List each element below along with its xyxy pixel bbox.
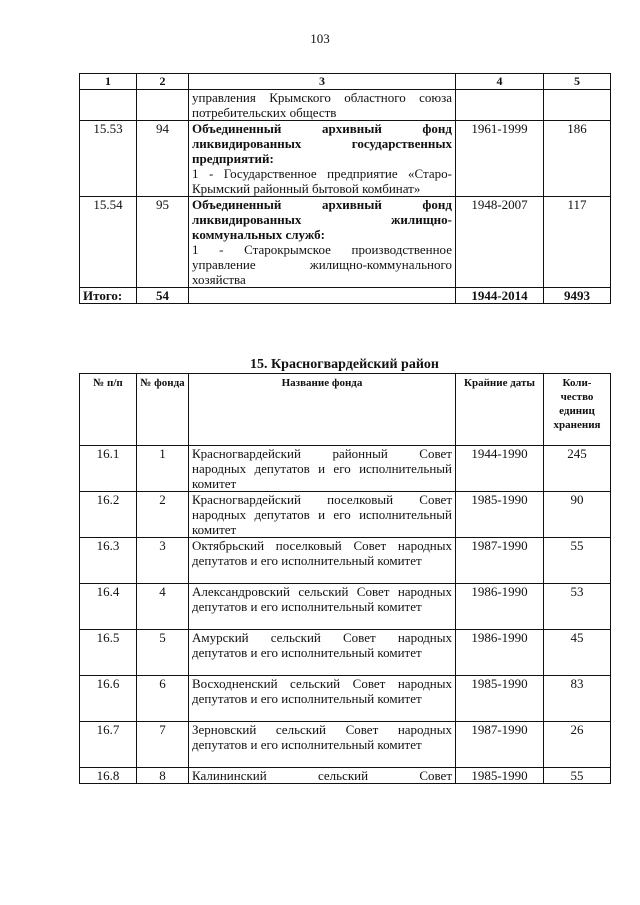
unit-count: 90 [544, 492, 611, 538]
fond-name: Красногвардейский районный Совет народных депутатов и его исполнительный комитет [189, 446, 456, 492]
total-row [80, 288, 611, 304]
fond-name: Калининский сельский Совет [189, 768, 456, 784]
date-range: 1987-1990 [456, 722, 544, 768]
unit-count [544, 90, 611, 121]
page-number: 103 [310, 31, 330, 46]
fond-name-text: 1 - Государственное предприятие «Старо-Крымский районный бытовой комбинат» [192, 166, 452, 196]
table-row [80, 768, 611, 784]
fond-name [189, 121, 456, 197]
fond-number: 95 [137, 197, 189, 288]
row-number: 16.3 [80, 538, 137, 584]
row-number: 15.54 [80, 197, 137, 288]
date-range: 1987-1990 [456, 538, 544, 584]
fond-name: Александровский сельский Совет народных депутатов и его исполнительный комитет [189, 584, 456, 630]
unit-count: 186 [544, 121, 611, 197]
header-fond-number: № фонда [137, 374, 189, 446]
date-range [456, 90, 544, 121]
total-unit-count: 9493 [544, 288, 611, 304]
fond-number [137, 90, 189, 121]
table-row [80, 676, 611, 722]
date-range: 1944-1990 [456, 446, 544, 492]
fond-name [189, 90, 456, 121]
col-number-3: 3 [189, 74, 456, 90]
date-range: 1986-1990 [456, 630, 544, 676]
date-range: 1985-1990 [456, 492, 544, 538]
date-range: 1948-2007 [456, 197, 544, 288]
fond-name-bold: Объединенный архивный фонд ликвидированных государственных предприятий: [192, 121, 452, 166]
fond-name: Красногвардейский поселковый Совет народных депутатов и его исполнительный комитет [189, 492, 456, 538]
total-date-range: 1944-2014 [456, 288, 544, 304]
table-row [80, 538, 611, 584]
table-row [80, 121, 611, 197]
table-row [80, 90, 611, 121]
fond-name-text: управления Крымского областного союза потребительских обществ [192, 90, 452, 120]
row-number: 16.7 [80, 722, 137, 768]
fond-number: 94 [137, 121, 189, 197]
row-number: 16.6 [80, 676, 137, 722]
table-row [80, 197, 611, 288]
row-number: 16.4 [80, 584, 137, 630]
row-number: 16.2 [80, 492, 137, 538]
fond-number: 8 [137, 768, 189, 784]
row-number [80, 90, 137, 121]
header-date-range: Крайние даты [456, 374, 544, 446]
table-row [80, 446, 611, 492]
header-row-number: № п/п [80, 374, 137, 446]
fond-number: 7 [137, 722, 189, 768]
table-row [80, 584, 611, 630]
unit-count: 117 [544, 197, 611, 288]
table-continued [79, 73, 611, 304]
unit-count: 55 [544, 768, 611, 784]
row-number: 15.53 [80, 121, 137, 197]
unit-count: 83 [544, 676, 611, 722]
total-label: Итого: [80, 288, 137, 304]
fond-number: 5 [137, 630, 189, 676]
fond-number: 4 [137, 584, 189, 630]
date-range: 1985-1990 [456, 768, 544, 784]
fond-name [189, 197, 456, 288]
fond-name: Зерновский сельский Совет народных депутатов и его исполнительный комитет [189, 722, 456, 768]
total-name [189, 288, 456, 304]
date-range: 1986-1990 [456, 584, 544, 630]
unit-count: 45 [544, 630, 611, 676]
row-number: 16.1 [80, 446, 137, 492]
unit-count: 53 [544, 584, 611, 630]
fond-name: Восходненский сельский Совет народных депутатов и его исполнительный комитет [189, 676, 456, 722]
fonds-table [79, 373, 611, 784]
unit-count: 55 [544, 538, 611, 584]
fond-number: 1 [137, 446, 189, 492]
row-number: 16.5 [80, 630, 137, 676]
fond-name: Амурский сельский Совет народных депутатов и его исполнительный комитет [189, 630, 456, 676]
row-number: 16.8 [80, 768, 137, 784]
header-fond-name: Название фонда [189, 374, 456, 446]
table-row [80, 630, 611, 676]
fond-name-text: 1 - Старокрымское производственное управление жилищно-коммунального хозяйства [192, 242, 452, 287]
fond-name: Октябрьский поселковый Совет народных депутатов и его исполнительный комитет [189, 538, 456, 584]
table-row [80, 722, 611, 768]
unit-count: 245 [544, 446, 611, 492]
col-number-5: 5 [544, 74, 611, 90]
total-fond-count: 54 [137, 288, 189, 304]
col-number-2: 2 [137, 74, 189, 90]
unit-count: 26 [544, 722, 611, 768]
date-range: 1961-1999 [456, 121, 544, 197]
table-header-row [80, 374, 611, 446]
section-title: 15. Красногвардейский район [250, 357, 439, 372]
fond-number: 2 [137, 492, 189, 538]
table-header-row [80, 74, 611, 90]
fond-name-bold: Объединенный архивный фонд ликвидированных жилищно-коммунальных служб: [192, 197, 452, 242]
col-number-4: 4 [456, 74, 544, 90]
header-unit-count: Коли-чество единиц хранения [544, 374, 611, 446]
col-number-1: 1 [80, 74, 137, 90]
fond-number: 6 [137, 676, 189, 722]
fond-number: 3 [137, 538, 189, 584]
date-range: 1985-1990 [456, 676, 544, 722]
table-row [80, 492, 611, 538]
